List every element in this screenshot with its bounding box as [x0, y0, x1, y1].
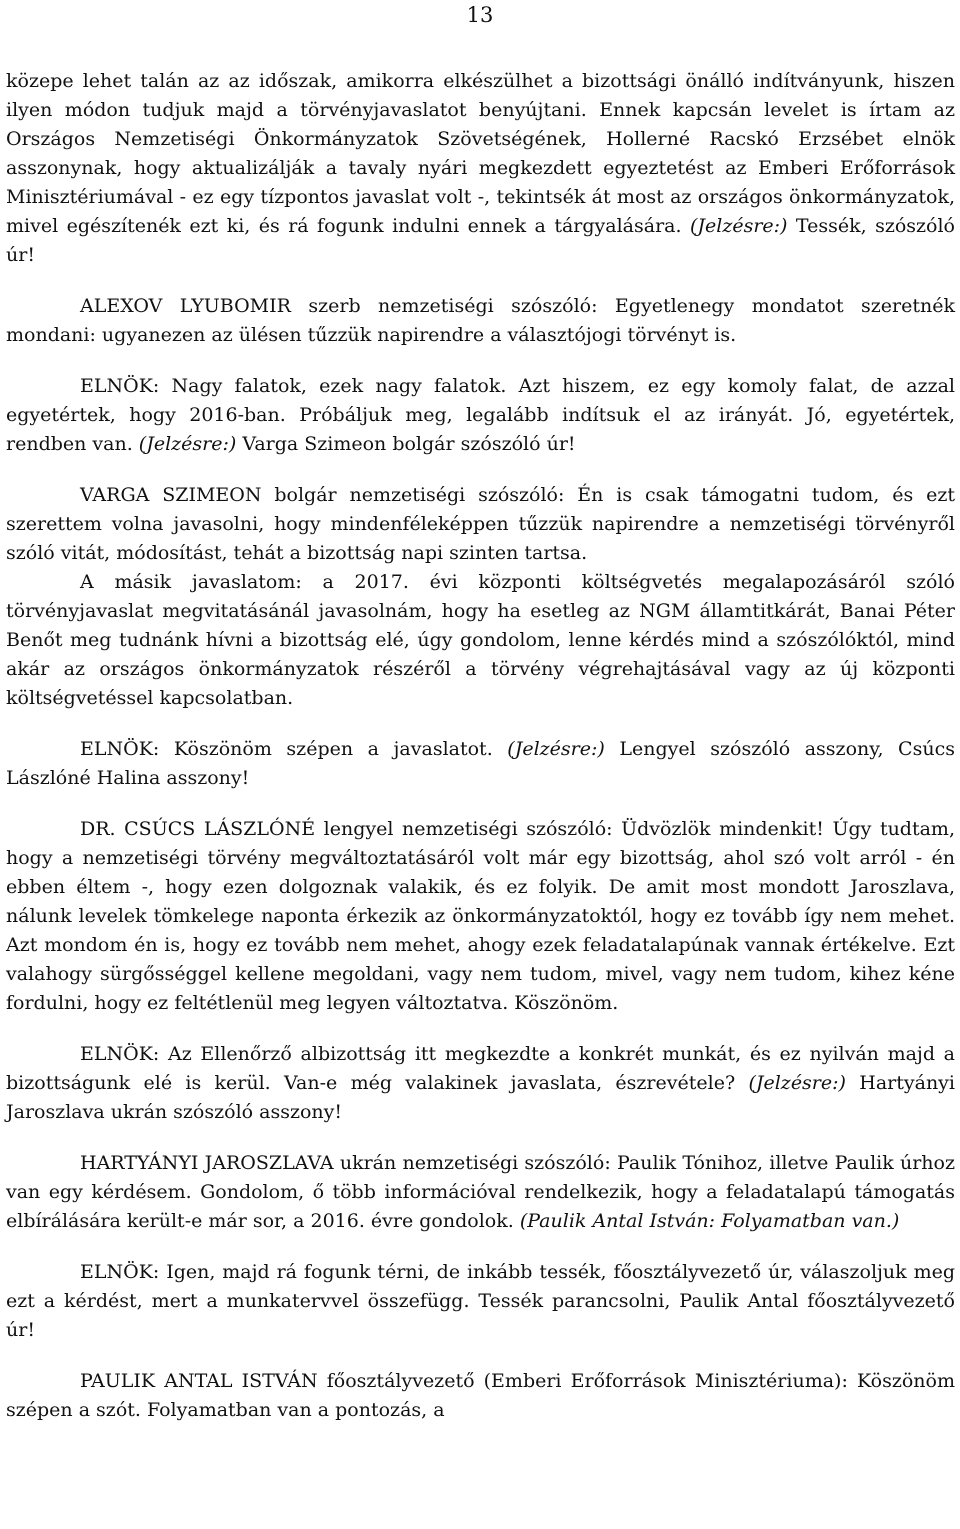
paragraph-text: ELNÖK: Az Ellenőrző albizottság itt megkezdte a konkrét munkát, és ez nyilván majd a bizottságunk elé is kerül. Van-e még valakinek javaslata, észrevétele? [6, 1043, 955, 1094]
paragraph-text: VARGA SZIMEON bolgár nemzetiségi szószóló: Én is csak támogatni tudom, és ezt szerettem volna javasolni, hogy mindenféleképpen tűzzük napirendre a nemzetiségi törvényről szóló vitát, módosítást, tehát a bizottság napi szinten tartsa. [6, 484, 955, 564]
paragraph-text: ALEXOV LYUBOMIR szerb nemzetiségi szószóló: Egyetlenegy mondatot szeretnék mondani: ugyanezen az ülésen tűzzük napirendre a választójogi törvényt is. [6, 295, 955, 346]
paragraph-6 [6, 815, 955, 1018]
interjection: (Paulik Antal István: Folyamatban van.) [519, 1210, 900, 1232]
paragraph-2 [6, 292, 955, 350]
paragraph-1 [6, 67, 955, 270]
paragraph-tail: Varga Szimeon bolgár szószóló úr! [236, 433, 576, 455]
paragraph-text: ELNÖK: Igen, majd rá fogunk térni, de inkább tessék, főosztályvezető úr, válaszoljuk meg ezt a kérdést, mert a munkatervvel összefügg. Tessék parancsolni, Paulik Antal főosztályvezető úr! [6, 1261, 955, 1341]
paragraph-tail: Hartyányi Jaroszlava ukrán szószóló asszony! [6, 1072, 955, 1123]
paragraph-text: HARTYÁNYI JAROSZLAVA ukrán nemzetiségi szószóló: Paulik Tónihoz, illetve Paulik úrhoz van egy kérdésem. Gondolom, ő több információval rendelkezik, hogy a feladatalapú támogatás elbírálására került-e már sor, a 2016. évre gondolok. [6, 1152, 955, 1232]
paragraph-tail: Tessék, szószóló úr! [6, 215, 955, 266]
stage-direction: (Jelzésre:) [507, 738, 605, 760]
paragraph-tail: Lengyel szószóló asszony, Csúcs Lászlóné Halina asszony! [6, 738, 955, 789]
stage-direction: (Jelzésre:) [138, 433, 237, 455]
paragraph-5 [6, 735, 955, 793]
paragraph-text: ELNÖK: Köszönöm szépen a javaslatot. [80, 738, 508, 760]
document-body [6, 67, 955, 1425]
paragraph-7 [6, 1040, 955, 1127]
paragraph-8 [6, 1149, 955, 1236]
stage-direction: (Jelzésre:) [689, 215, 788, 237]
paragraph-text: A másik javaslatom: a 2017. évi központi költségvetés megalapozásáról szóló törvényjavaslat megvitatásánál javasolnám, hogy ha esetleg az NGM államtitkárát, Banai Péter Benőt meg tudnánk hívni a bizottság elé, úgy gondolom, lenne kérdés mind a szószólóktól, mind akár az országos önkormányzatok részéről a törvény végrehajtásával vagy az új központi költségvetéssel kapcsolatban. [6, 571, 955, 709]
paragraph-10 [6, 1367, 955, 1425]
paragraph-text: közepe lehet talán az az időszak, amikorra elkészülhet a bizottsági önálló indítványunk, hiszen ilyen módon tudjuk majd a törvényjavaslatot benyújtani. Ennek kapcsán levelet is írtam az Országos Nemzetiségi Önkormányzatok Szövetségének, Hollerné Racskó Erzsébet elnök asszonynak, hogy aktualizálják a tavaly nyári megkezdett egyeztetést az Emberi Erőforrások Minisztériumával - ez egy tízpontos javaslat volt -, tekintsék át most az országos önkormányzatok, mivel egészítenék ezt ki, és rá fogunk indulni ennek a tárgyalására. [6, 70, 955, 237]
paragraph-9 [6, 1258, 955, 1345]
paragraph-4b [6, 568, 955, 713]
page-number: 13 [466, 3, 494, 27]
paragraph-4a [6, 481, 955, 568]
paragraph-text: ELNÖK: Nagy falatok, ezek nagy falatok. Azt hiszem, ez egy komoly falat, de azzal egyetértek, hogy 2016-ban. Próbáljuk meg, legalább indítsuk el az irányát. Jó, egyetértek, rendben van. [6, 375, 955, 455]
paragraph-3 [6, 372, 955, 459]
stage-direction: (Jelzésre:) [748, 1072, 846, 1094]
paragraph-text: DR. CSÚCS LÁSZLÓNÉ lengyel nemzetiségi szószóló: Üdvözlök mindenkit! Úgy tudtam, hogy a nemzetiségi törvény megváltoztatásáról volt már egy bizottság, ahol szó volt arról - én ebben éltem -, hogy ezen dolgoznak valakik, és ez folyik. De amit most mondott Jaroszlava, nálunk levelek tömkelege naponta érkezik az önkormányzatoktól, hogy ez tovább így nem mehet. Azt mondom én is, hogy ez tovább nem mehet, ahogy ezek feladatalapúnak vannak értékelve. Ezt valahogy sürgősséggel kellene megoldani, vagy nem tudom, mivel, vagy nem tudom, kihez kéne fordulni, hogy ez feltétlenül meg legyen változtatva. Köszönöm. [6, 818, 955, 1014]
paragraph-text: PAULIK ANTAL ISTVÁN főosztályvezető (Emberi Erőforrások Minisztériuma): Köszönöm szépen a szót. Folyamatban van a pontozás, a [6, 1370, 955, 1421]
